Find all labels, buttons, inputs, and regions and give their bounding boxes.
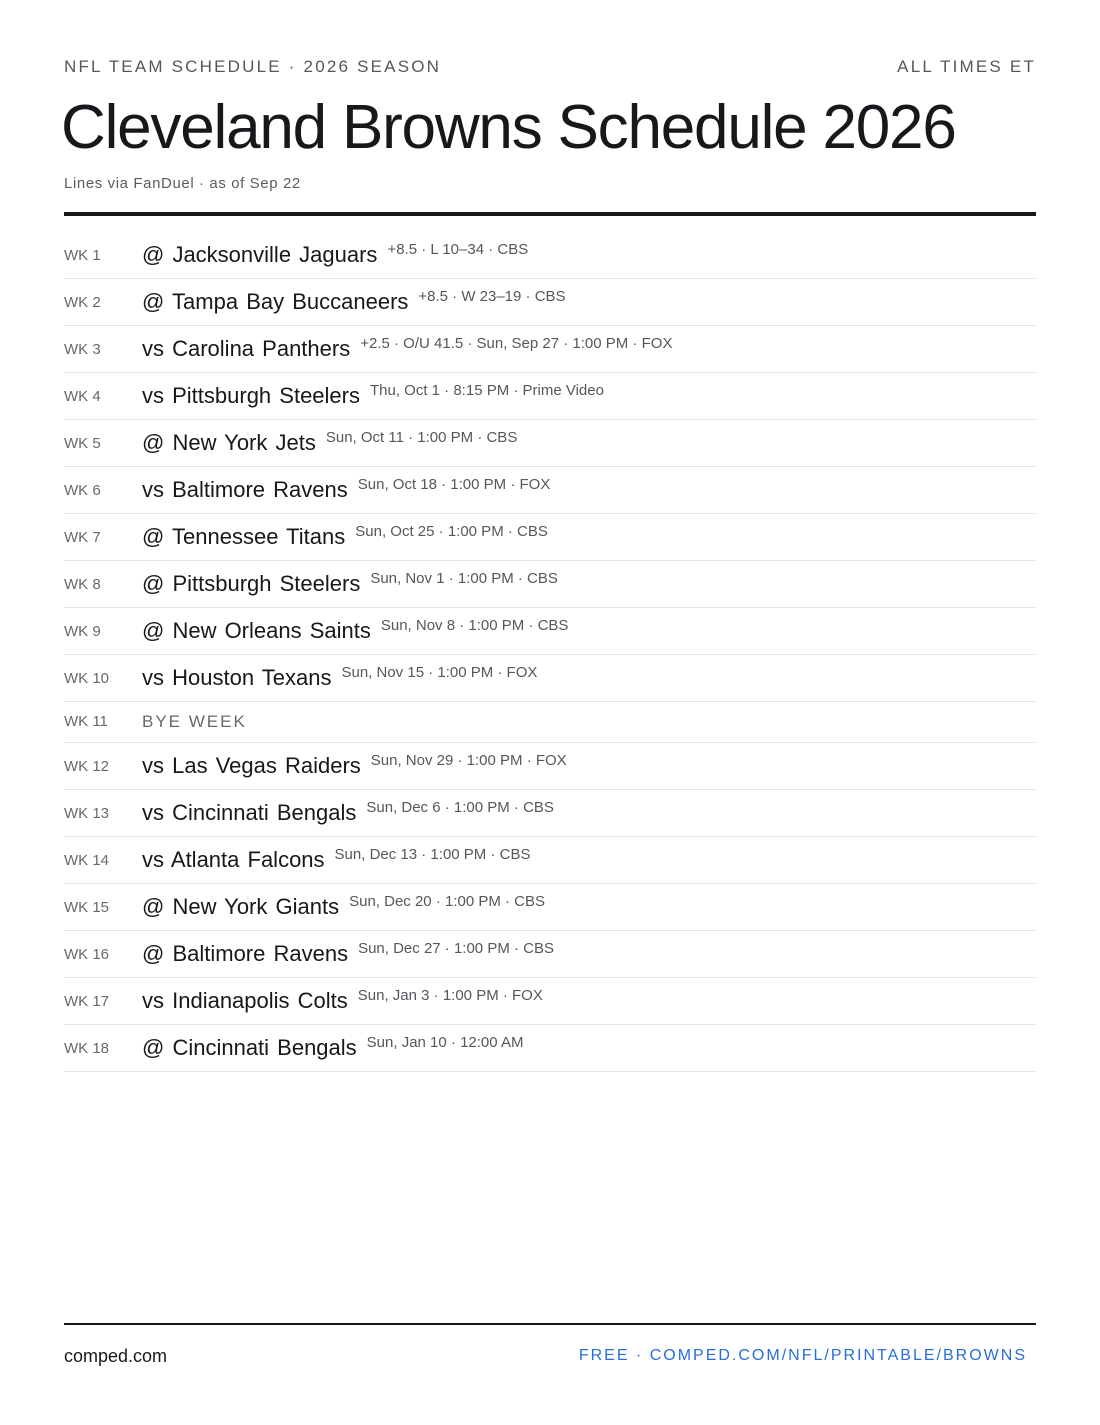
bye-week-label: BYE WEEK — [142, 712, 247, 731]
table-row — [64, 1025, 1036, 1072]
week-label: WK 4 — [64, 388, 101, 405]
week-label: WK 11 — [64, 713, 108, 730]
game-details: Thu, Oct 1 · 8:15 PM · Prime Video — [369, 382, 604, 399]
week-label: WK 15 — [64, 899, 110, 916]
game-details: Sun, Dec 6 · 1:00 PM · CBS — [366, 799, 554, 816]
game-details: Sun, Oct 18 · 1:00 PM · FOX — [357, 476, 551, 493]
opponent-name: @ Jacksonville Jaguars — [142, 242, 378, 267]
game-details: Sun, Dec 20 · 1:00 PM · CBS — [349, 893, 546, 910]
bye-week-row — [64, 702, 1036, 743]
opponent-name: @ Tampa Bay Buccaneers — [142, 289, 409, 314]
header-divider — [64, 212, 1036, 216]
table-row — [64, 561, 1036, 608]
footer-link[interactable]: FREE · COMPED.COM/NFL/PRINTABLE/BROWNS — [578, 1347, 1027, 1364]
eyebrow-label: NFL TEAM SCHEDULE · 2026 SEASON — [64, 57, 442, 76]
week-label: WK 10 — [64, 670, 110, 687]
game-details: Sun, Nov 1 · 1:00 PM · CBS — [370, 570, 558, 587]
week-label: WK 16 — [64, 946, 110, 963]
game-info — [142, 429, 517, 456]
opponent-name: vs Cincinnati Bengals — [142, 800, 357, 825]
game-info — [142, 476, 550, 503]
top-bar — [64, 57, 1036, 79]
opponent-name: @ New Orleans Saints — [142, 618, 371, 643]
game-details: Sun, Oct 11 · 1:00 PM · CBS — [325, 429, 518, 446]
game-info — [142, 288, 566, 315]
table-row — [64, 420, 1036, 467]
footer-site-name: comped.com — [64, 1346, 168, 1366]
footer-divider — [64, 1323, 1036, 1325]
timezone-note: ALL TIMES ET — [897, 57, 1036, 76]
week-label: WK 17 — [64, 993, 110, 1010]
schedule-list — [64, 232, 1036, 1072]
game-info — [142, 799, 554, 826]
table-row — [64, 467, 1036, 514]
game-info — [142, 241, 528, 268]
opponent-name: vs Indianapolis Colts — [142, 988, 348, 1013]
table-row — [64, 232, 1036, 279]
game-details: +8.5 · L 10–34 · CBS — [387, 241, 529, 258]
game-details: +8.5 · W 23–19 · CBS — [418, 288, 566, 305]
opponent-name: vs Baltimore Ravens — [142, 477, 348, 502]
game-info — [142, 617, 568, 644]
table-row — [64, 884, 1036, 931]
table-row — [64, 514, 1036, 561]
week-label: WK 14 — [64, 852, 110, 869]
week-label: WK 9 — [64, 623, 101, 640]
opponent-name: vs Las Vegas Raiders — [142, 753, 361, 778]
game-info — [142, 570, 558, 597]
week-label: WK 7 — [64, 529, 101, 546]
game-details: Sun, Nov 15 · 1:00 PM · FOX — [341, 664, 538, 681]
table-row — [64, 655, 1036, 702]
game-info — [142, 752, 567, 779]
table-row — [64, 743, 1036, 790]
opponent-name: @ New York Giants — [142, 894, 340, 919]
week-label: WK 5 — [64, 435, 101, 452]
game-details: Sun, Oct 25 · 1:00 PM · CBS — [355, 523, 548, 540]
week-label: WK 18 — [64, 1040, 110, 1057]
table-row — [64, 608, 1036, 655]
opponent-name: vs Houston Texans — [142, 665, 332, 690]
page-subtitle: Lines via FanDuel · as of Sep 22 — [64, 175, 301, 192]
opponent-name: @ Cincinnati Bengals — [142, 1035, 357, 1060]
game-info — [142, 335, 672, 362]
week-label: WK 3 — [64, 341, 101, 358]
game-info — [142, 523, 548, 550]
week-label: WK 12 — [64, 758, 110, 775]
table-row — [64, 790, 1036, 837]
game-info — [142, 846, 530, 873]
table-row — [64, 279, 1036, 326]
table-row — [64, 931, 1036, 978]
game-info — [142, 1034, 523, 1061]
schedule-page — [61, 0, 1036, 1425]
table-row — [64, 978, 1036, 1025]
opponent-name: @ Tennessee Titans — [142, 524, 346, 549]
game-details: Sun, Nov 29 · 1:00 PM · FOX — [370, 752, 567, 769]
table-row — [64, 326, 1036, 373]
table-row — [64, 373, 1036, 420]
opponent-name: @ Pittsburgh Steelers — [142, 571, 361, 596]
table-row — [64, 837, 1036, 884]
game-details: Sun, Dec 13 · 1:00 PM · CBS — [334, 846, 531, 863]
opponent-name: vs Atlanta Falcons — [142, 847, 325, 872]
game-info — [142, 664, 537, 691]
week-label: WK 6 — [64, 482, 101, 499]
game-details: Sun, Nov 8 · 1:00 PM · CBS — [380, 617, 569, 634]
game-details: +2.5 · O/U 41.5 · Sun, Sep 27 · 1:00 PM · FOX — [360, 335, 673, 352]
page-title: Cleveland Browns Schedule 2026 — [61, 93, 956, 162]
week-label: WK 2 — [64, 294, 101, 311]
opponent-name: @ New York Jets — [142, 430, 316, 455]
game-details: Sun, Jan 10 · 12:00 AM — [366, 1034, 524, 1051]
game-info — [142, 893, 545, 920]
game-info — [142, 940, 554, 967]
week-label: WK 13 — [64, 805, 110, 822]
game-info — [142, 987, 543, 1014]
week-label: WK 8 — [64, 576, 101, 593]
opponent-name: vs Carolina Panthers — [142, 336, 351, 361]
game-details: Sun, Dec 27 · 1:00 PM · CBS — [358, 940, 554, 957]
opponent-name: @ Baltimore Ravens — [142, 941, 349, 966]
game-details: Sun, Jan 3 · 1:00 PM · FOX — [357, 987, 543, 1004]
game-info — [142, 382, 604, 409]
week-label: WK 1 — [64, 247, 101, 264]
opponent-name: vs Pittsburgh Steelers — [142, 383, 360, 408]
